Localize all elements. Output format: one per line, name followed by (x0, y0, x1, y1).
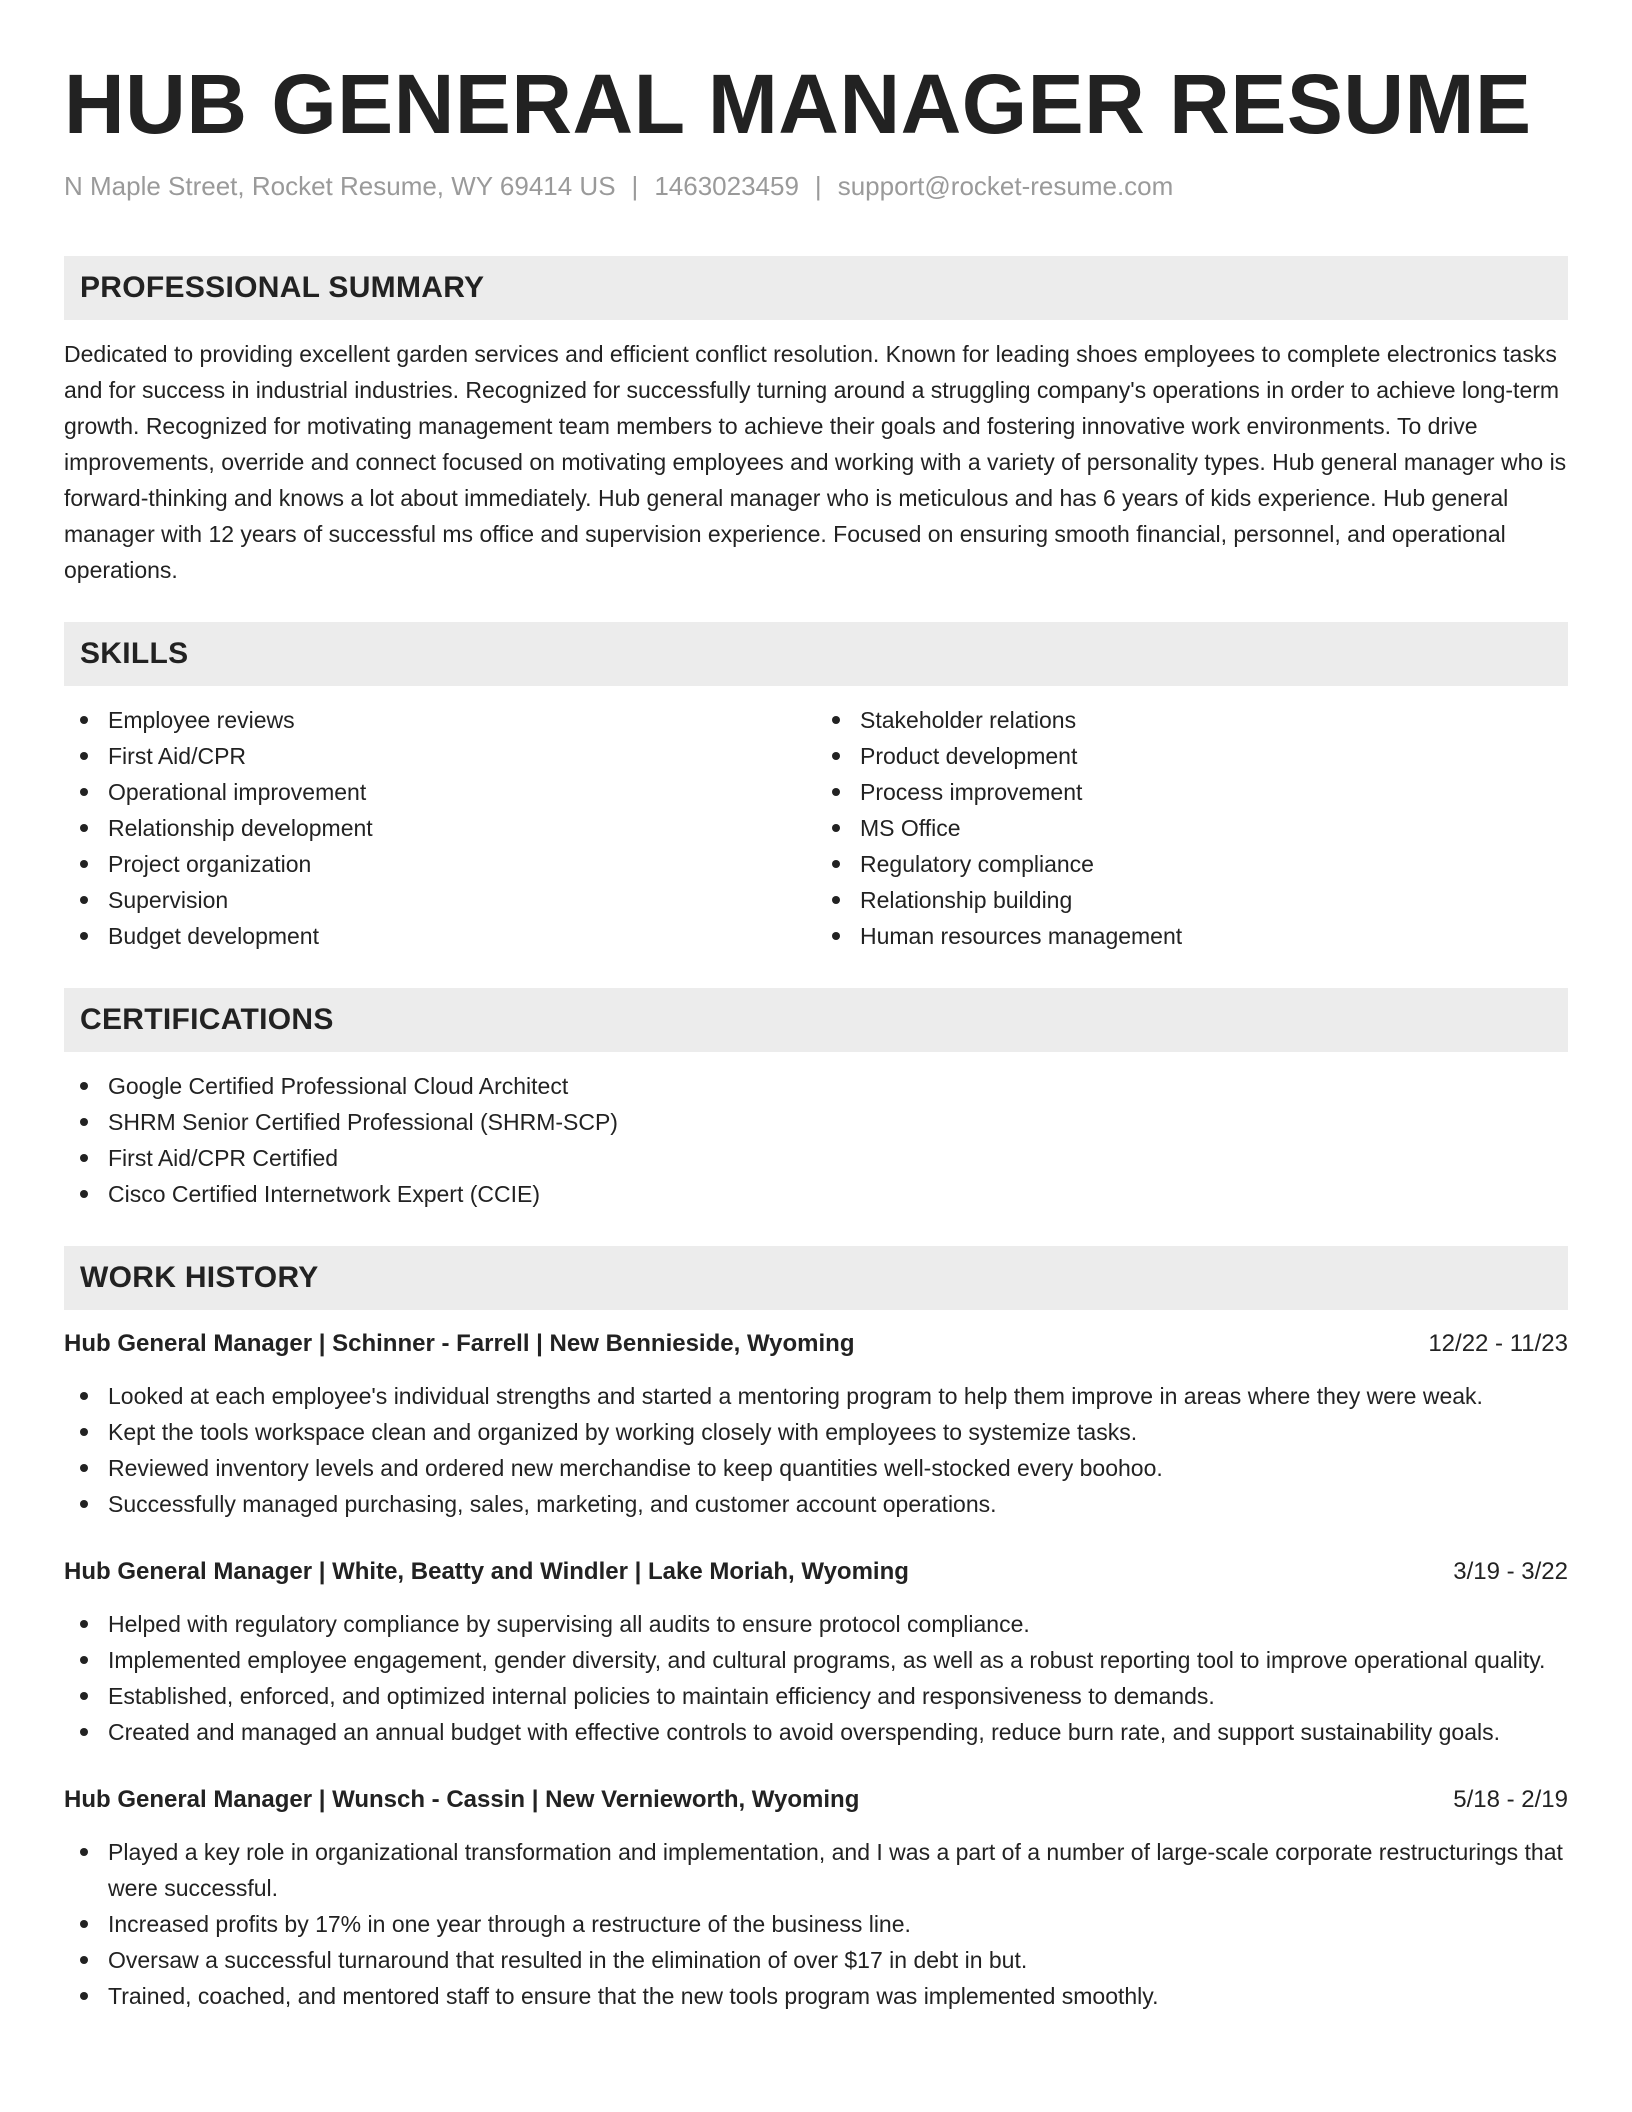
job-dates: 5/18 - 2/19 (1453, 1786, 1568, 1813)
list-item: Relationship development (64, 810, 816, 846)
contact-email: support@rocket-resume.com (837, 171, 1174, 201)
job-entry (64, 1554, 1568, 1750)
list-item: MS Office (816, 810, 1568, 846)
summary-text: Dedicated to providing excellent garden services and efficient conflict resolution. Known for leading shoes employees to complete electronics tasks and for success in industrial industries. Recognized for successfully turning around a struggling company's operations in order to achieve long-term growth. Recognized for motivating management team members to achieve their goals and fostering innovative work environments. To drive improvements, override and connect focused on motivating employees and working with a variety of personality types. Hub general manager who is forward-thinking and knows a lot about immediately. Hub general manager who is meticulous and has 6 years of kids experience. Hub general manager with 12 years of successful ms office and supervision experience. Focused on ensuring smooth financial, personnel, and operational operations. (64, 341, 1567, 583)
list-item: Trained, coached, and mentored staff to ensure that the new tools program was implemented smoothly. (64, 1978, 1568, 2014)
job-dates: 12/22 - 11/23 (1428, 1330, 1568, 1357)
list-item: First Aid/CPR (64, 738, 816, 774)
job-header (64, 1326, 1568, 1362)
list-item: Implemented employee engagement, gender diversity, and cultural programs, as well as a robust reporting tool to improve operational quality. (64, 1642, 1568, 1678)
job-bullets (64, 1378, 1568, 1522)
list-item: Product development (816, 738, 1568, 774)
list-item: Looked at each employee's individual strengths and started a mentoring program to help them improve in areas where they were weak. (64, 1378, 1568, 1414)
contact-separator: | (631, 171, 639, 201)
list-item: Google Certified Professional Cloud Architect (64, 1068, 1568, 1104)
contact-phone: 1463023459 (654, 171, 799, 201)
job-title: Hub General Manager | Schinner - Farrell | New Bennieside, Wyoming (64, 1330, 855, 1357)
list-item: Helped with regulatory compliance by supervising all audits to ensure protocol compliance. (64, 1606, 1568, 1642)
list-item: Created and managed an annual budget with effective controls to avoid overspending, reduce burn rate, and support sustainability goals. (64, 1714, 1568, 1750)
list-item: Oversaw a successful turnaround that resulted in the elimination of over $17 in debt in but. (64, 1942, 1568, 1978)
job-bullets (64, 1834, 1568, 2014)
job-title: Hub General Manager | Wunsch - Cassin | New Vernieworth, Wyoming (64, 1786, 860, 1813)
list-item: Supervision (64, 882, 816, 918)
list-item: SHRM Senior Certified Professional (SHRM-SCP) (64, 1104, 1568, 1140)
list-item: Played a key role in organizational transformation and implementation, and I was a part of a number of large-scale corporate restructurings that were successful. (64, 1834, 1568, 1906)
list-item: Established, enforced, and optimized internal policies to maintain efficiency and responsiveness to demands. (64, 1678, 1568, 1714)
contact-separator: | (814, 171, 822, 201)
job-bullets (64, 1606, 1568, 1750)
section-heading-certifications: CERTIFICATIONS (64, 988, 1568, 1052)
list-item: Process improvement (816, 774, 1568, 810)
skills-list (64, 702, 1568, 954)
list-item: Reviewed inventory levels and ordered new merchandise to keep quantities well-stocked every boohoo. (64, 1450, 1568, 1486)
resume-title: HUB GENERAL MANAGER RESUME (64, 57, 1532, 151)
list-item: Human resources management (816, 918, 1568, 954)
skills-column-right (816, 702, 1568, 954)
contact-address: N Maple Street, Rocket Resume, WY 69414 US (64, 171, 616, 201)
section-heading-summary: PROFESSIONAL SUMMARY (64, 256, 1568, 320)
contact-line (64, 168, 1568, 204)
section-heading-work-history: WORK HISTORY (64, 1246, 1568, 1310)
job-dates: 3/19 - 3/22 (1453, 1558, 1568, 1585)
list-item: Relationship building (816, 882, 1568, 918)
job-header (64, 1782, 1568, 1818)
certifications-list (64, 1068, 1568, 1212)
list-item: Project organization (64, 846, 816, 882)
list-item: Budget development (64, 918, 816, 954)
list-item: Kept the tools workspace clean and organized by working closely with employees to systemize tasks. (64, 1414, 1568, 1450)
list-item: Increased profits by 17% in one year through a restructure of the business line. (64, 1906, 1568, 1942)
list-item: Employee reviews (64, 702, 816, 738)
skills-column-left (64, 702, 816, 954)
job-title: Hub General Manager | White, Beatty and Windler | Lake Moriah, Wyoming (64, 1558, 909, 1585)
list-item: Successfully managed purchasing, sales, marketing, and customer account operations. (64, 1486, 1568, 1522)
job-entry (64, 1326, 1568, 1522)
list-item: Stakeholder relations (816, 702, 1568, 738)
list-item: Regulatory compliance (816, 846, 1568, 882)
list-item: First Aid/CPR Certified (64, 1140, 1568, 1176)
section-heading-skills: SKILLS (64, 622, 1568, 686)
list-item: Operational improvement (64, 774, 816, 810)
job-entry (64, 1782, 1568, 2014)
list-item: Cisco Certified Internetwork Expert (CCIE) (64, 1176, 1568, 1212)
job-header (64, 1554, 1568, 1590)
